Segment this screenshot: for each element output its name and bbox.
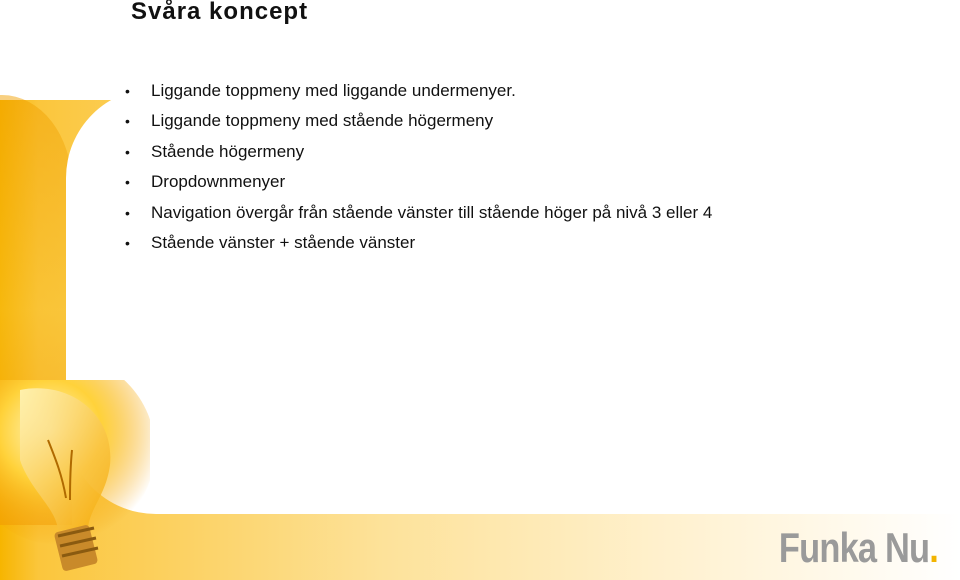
logo-text: Funka Nu <box>778 524 930 571</box>
list-item-text: Dropdownmenyer <box>151 172 286 192</box>
list-item-text: Stående högermeny <box>151 141 305 161</box>
list-item <box>122 139 712 169</box>
list-item-text: Stående vänster + stående vänster <box>151 232 416 252</box>
bullet-list <box>122 78 712 260</box>
bullet-dot-icon: • <box>125 143 130 160</box>
list-item <box>122 169 712 199</box>
list-item-text: Liggande toppmeny med liggande undermenyer. <box>151 81 516 100</box>
list-item-text: Liggande toppmeny med stående högermeny <box>151 111 494 131</box>
logo-period: . <box>929 524 938 571</box>
bullet-dot-icon: • <box>125 174 130 191</box>
funka-nu-logo <box>779 524 938 572</box>
list-item <box>122 200 712 230</box>
list-item <box>122 108 712 138</box>
bullet-dot-icon: • <box>125 234 130 251</box>
bullet-dot-icon: • <box>125 83 130 99</box>
list-item <box>122 78 712 108</box>
bullet-dot-icon: • <box>125 113 130 130</box>
list-item <box>122 230 712 260</box>
list-item-text: Navigation övergår från stående vänster till stående höger på nivå 3 eller 4 <box>151 202 713 222</box>
slide-title: Svåra koncept <box>131 0 309 25</box>
light-bulb-icon <box>0 380 150 580</box>
bullet-dot-icon: • <box>125 204 130 221</box>
